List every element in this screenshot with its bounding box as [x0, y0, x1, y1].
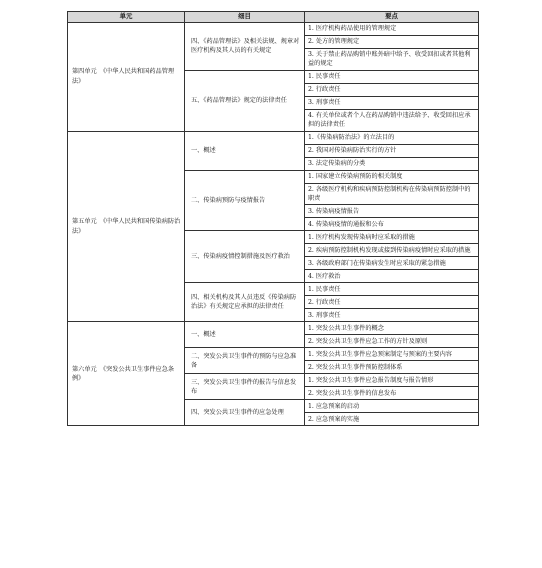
key-point: 2. 疾病预防控制机构发现或接到传染病疫情时应采取的措施 — [305, 244, 479, 257]
key-point: 1. 突发公共卫生事件应急预案制定与预案的主要内容 — [305, 348, 479, 361]
key-point: 3. 刑事责任 — [305, 96, 479, 109]
key-point: 1. 突发公共卫生事件的概念 — [305, 322, 479, 335]
subsection-title: 三、传染病疫情控制措施及医疗救治 — [185, 231, 305, 283]
key-point: 4. 传染病疫情的通报和公布 — [305, 218, 479, 231]
unit-title: 第六单元 《突发公共卫生事件应急条例》 — [68, 322, 185, 426]
key-point: 3. 关于禁止药品购销中账外暗中给予、收受回扣或者其他利益的规定 — [305, 49, 479, 71]
key-point: 2. 我国对传染病防治实行的方针 — [305, 144, 479, 157]
key-point: 1. 医疗机构发现传染病时应采取的措施 — [305, 231, 479, 244]
header-detail: 细目 — [185, 12, 305, 23]
key-point: 4. 医疗救治 — [305, 270, 479, 283]
key-point: 2. 处方的管理规定 — [305, 36, 479, 49]
subsection-title: 一、概述 — [185, 131, 305, 170]
key-point: 2. 突发公共卫生事件应急工作的方针及原则 — [305, 335, 479, 348]
unit-title: 第四单元 《中华人民共和国药品管理法》 — [68, 23, 185, 132]
key-point: 3. 法定传染病的分类 — [305, 157, 479, 170]
key-point: 2. 突发公共卫生事件的信息发布 — [305, 387, 479, 400]
key-point: 1. 医疗机构药品使用的管理规定 — [305, 23, 479, 36]
subsection-title: 五、《药品管理法》规定的法律责任 — [185, 70, 305, 131]
table-row — [68, 23, 479, 36]
key-point: 3. 传染病疫情报告 — [305, 205, 479, 218]
subsection-title: 四、相关机构及其人员违反《传染病防治法》有关规定应承担的法律责任 — [185, 283, 305, 322]
table-row — [68, 131, 479, 144]
key-point: 2. 应急预案的实施 — [305, 413, 479, 426]
syllabus-table — [67, 11, 479, 426]
key-point: 1. 国家建立传染病预防的相关制度 — [305, 170, 479, 183]
key-point: 2. 各级医疗机构和疾病预防控制机构在传染病预防控制中的职责 — [305, 183, 479, 205]
table-row — [68, 322, 479, 335]
subsection-title: 四、《药品管理法》及相关法规、规章对医疗机构及其人员的有关规定 — [185, 23, 305, 71]
key-point: 1. 突发公共卫生事件应急报告制度与报告情形 — [305, 374, 479, 387]
header-key-points: 要点 — [305, 12, 479, 23]
subsection-title: 一、概述 — [185, 322, 305, 348]
subsection-title: 四、突发公共卫生事件的应急处理 — [185, 400, 305, 426]
subsection-title: 二、突发公共卫生事件的预防与应急准备 — [185, 348, 305, 374]
key-point: 2. 行政责任 — [305, 83, 479, 96]
header-unit: 单元 — [68, 12, 185, 23]
key-point: 1. 民事责任 — [305, 283, 479, 296]
syllabus-document — [67, 11, 478, 426]
key-point: 3. 刑事责任 — [305, 309, 479, 322]
unit-title: 第五单元 《中华人民共和国传染病防治法》 — [68, 131, 185, 322]
key-point: 4. 有关单位或者个人在药品购销中违法给予、收受回扣应承担的法律责任 — [305, 109, 479, 131]
subsection-title: 二、传染病预防与疫情报告 — [185, 170, 305, 231]
key-point: 1. 民事责任 — [305, 70, 479, 83]
key-point: 2. 行政责任 — [305, 296, 479, 309]
table-body — [68, 23, 479, 426]
key-point: 2. 突发公共卫生事件预防控制体系 — [305, 361, 479, 374]
key-point: 1. 应急预案的启动 — [305, 400, 479, 413]
table-header-row — [68, 12, 479, 23]
key-point: 3. 各级政府部门在传染病发生时应采取的紧急措施 — [305, 257, 479, 270]
subsection-title: 三、突发公共卫生事件的报告与信息发布 — [185, 374, 305, 400]
key-point: 1.《传染病防治法》的立法目的 — [305, 131, 479, 144]
